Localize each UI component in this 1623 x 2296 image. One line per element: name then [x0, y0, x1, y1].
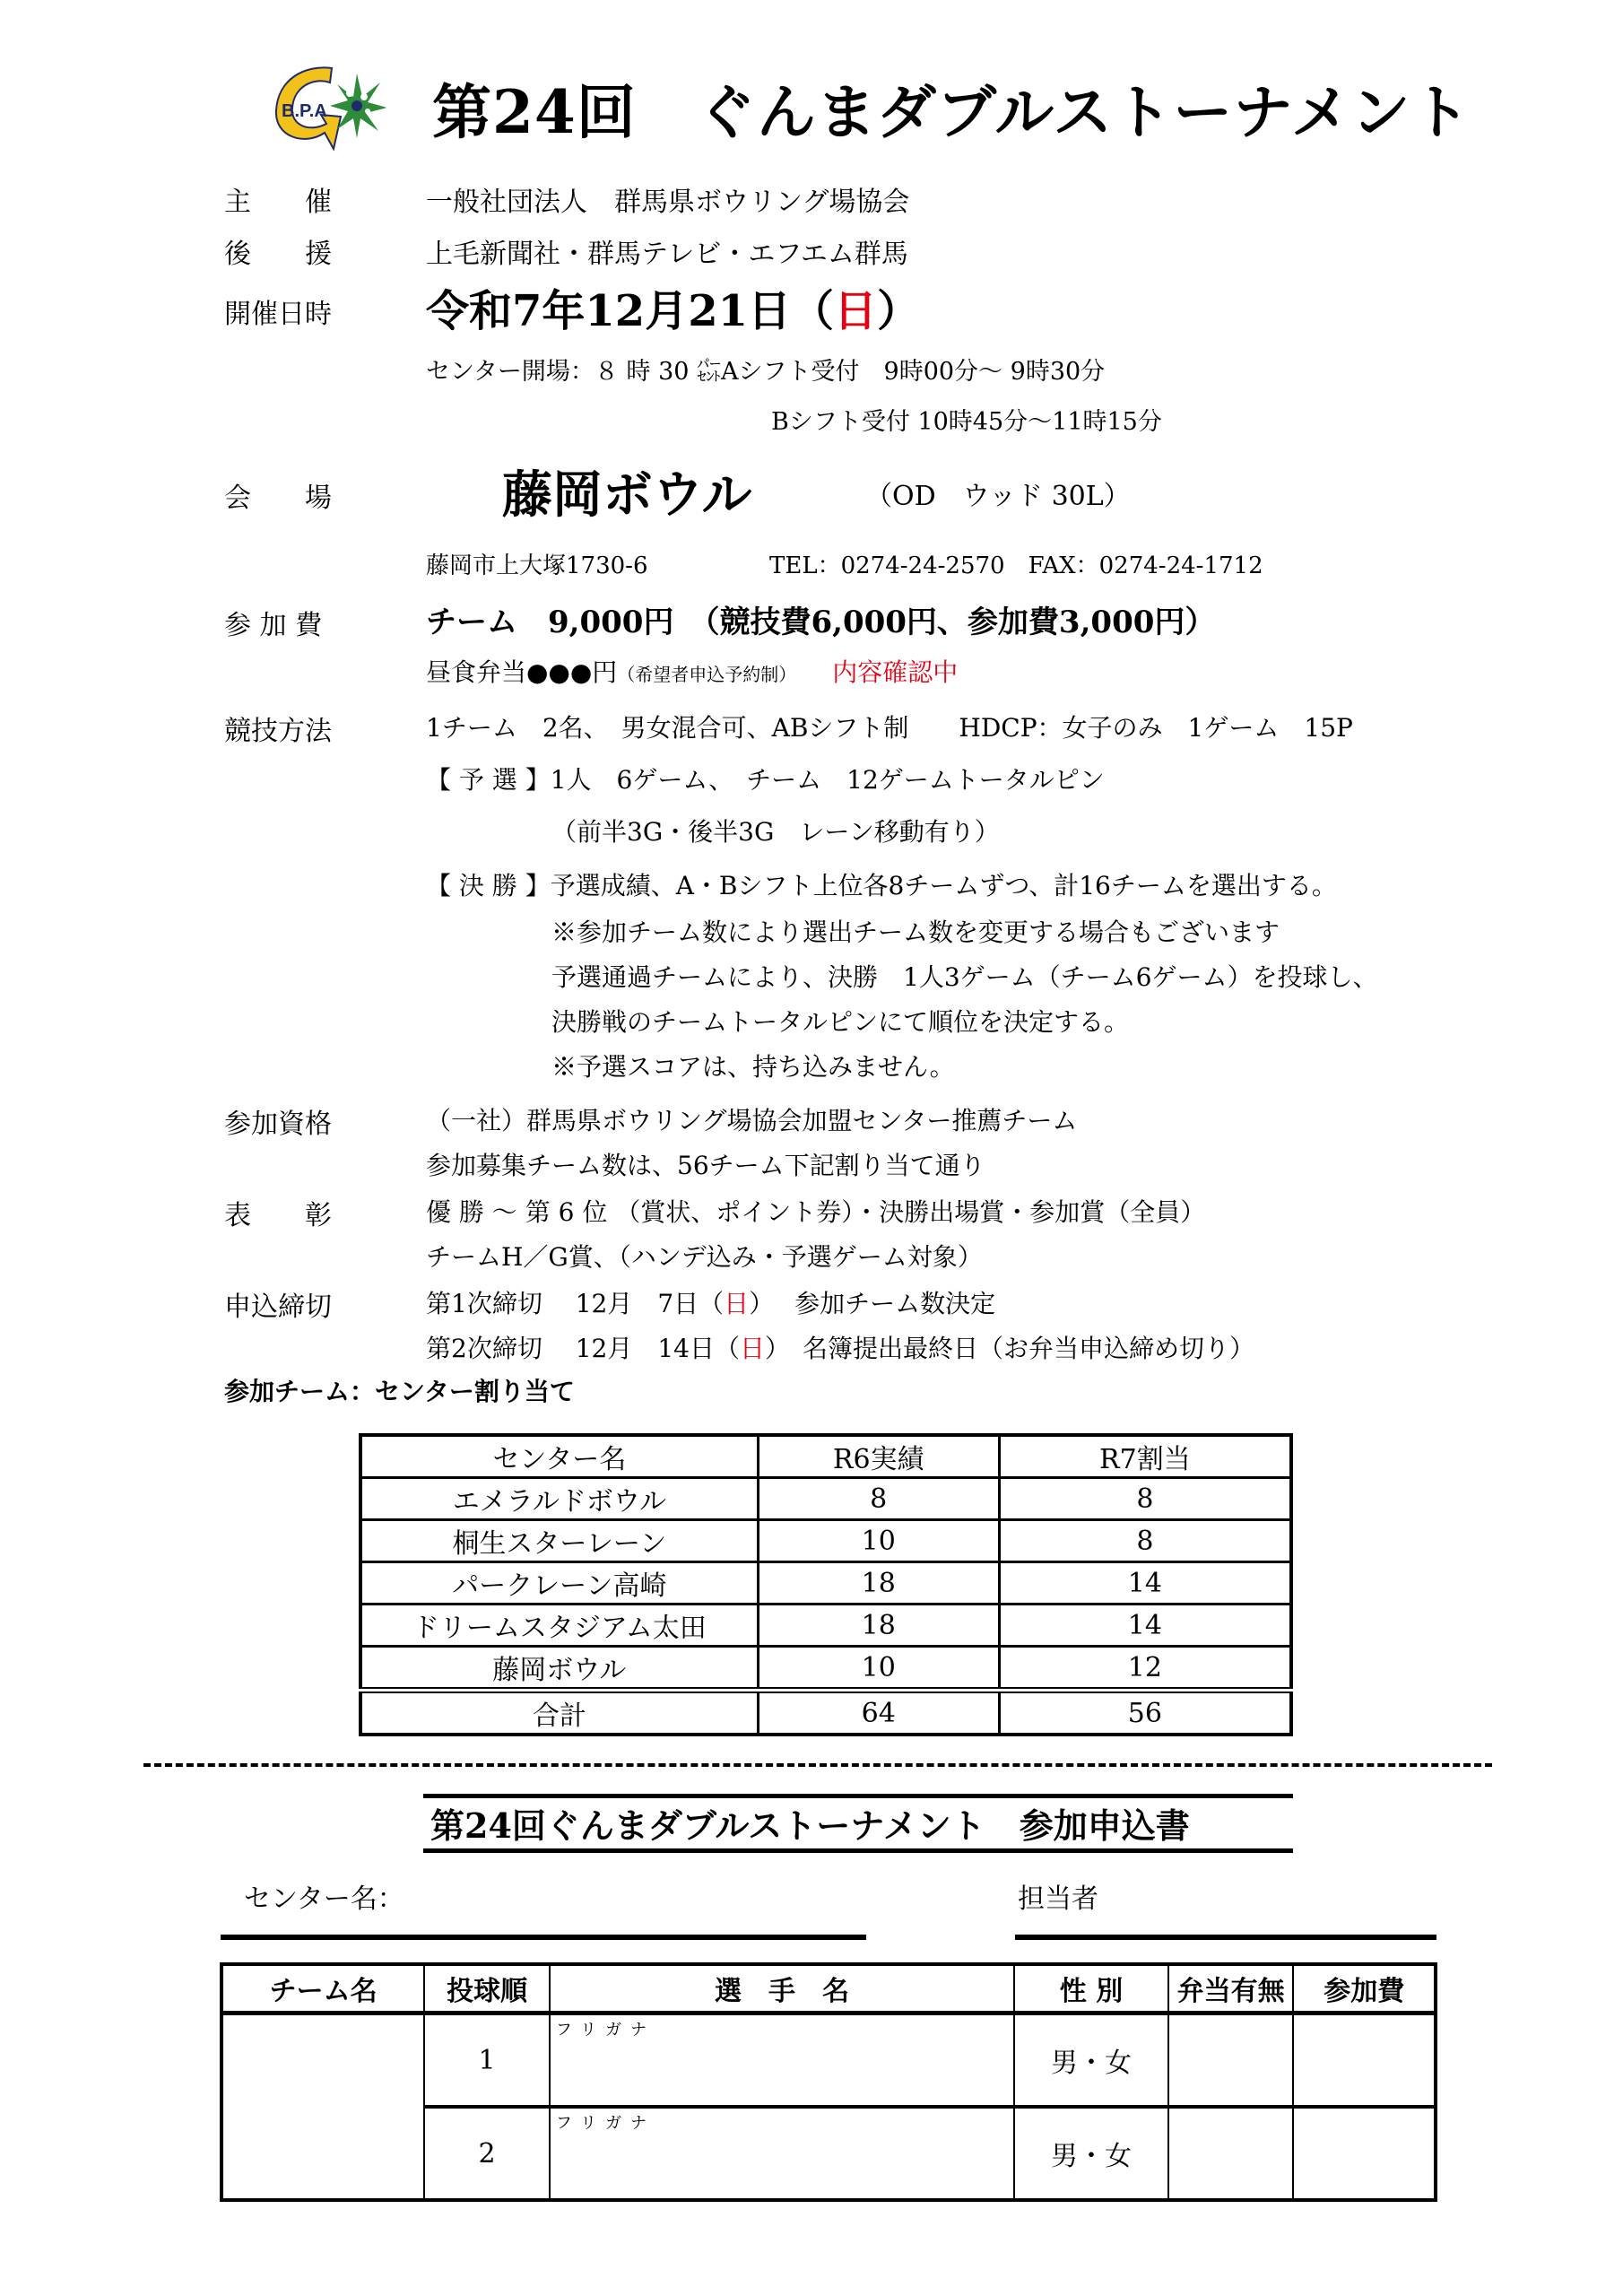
- date-label: 開催日時: [224, 299, 332, 330]
- date-main: 令和7年12月21日（: [426, 286, 834, 336]
- final-note-4: ※予選スコアは、持ち込みません。: [551, 1052, 955, 1082]
- table-header-row: [360, 1435, 1291, 1478]
- r7-value: 8: [999, 1478, 1291, 1520]
- table-row: [360, 1605, 1291, 1647]
- table-row: [360, 1520, 1291, 1562]
- header-r7: R7割当: [999, 1435, 1291, 1478]
- deadline-1-date: 第1次締切 12月 7日（: [426, 1289, 725, 1318]
- bpa-logo: [269, 61, 386, 151]
- final-value: 予選成績、A・Bシフト上位各8チームずつ、計16チームを選出する。: [550, 871, 1337, 900]
- prelim-note: （前半3G・後半3G レーン移動有り）: [551, 817, 1000, 847]
- venue-lanes: （OD ウッド 30L）: [865, 481, 1131, 512]
- final-note-3: 決勝戦のチームトータルピンにて順位を決定する。: [551, 1007, 1130, 1037]
- lunch-cell[interactable]: [1168, 2013, 1294, 2108]
- award-1: 優 勝 ～ 第 6 位 （賞状、ポイント券）・決勝出場賞・参加賞（全員）: [426, 1197, 1206, 1227]
- header-r6: R6実績: [758, 1435, 999, 1478]
- event-date: [426, 276, 920, 338]
- r7-value: 14: [999, 1562, 1291, 1605]
- prelim-line: [426, 761, 1105, 796]
- deadline-2-date: 第2次締切 12月 14日（: [426, 1334, 740, 1363]
- award-2: チームH／G賞、（ハンデ込み・予選ゲーム対象）: [426, 1242, 983, 1272]
- r7-value: 12: [999, 1647, 1291, 1691]
- center-name-field[interactable]: [221, 1935, 866, 1940]
- qualification-2: 参加募集チーム数は、56チーム下記割り当て通り: [426, 1151, 985, 1180]
- r7-value: 8: [999, 1520, 1291, 1562]
- header-bowling-order: 投球順: [424, 1964, 550, 2013]
- lunch-status: 内容確認中: [832, 657, 959, 687]
- table-row: [360, 1478, 1291, 1520]
- b-shift-time: Bシフト受付 10時45分～11時15分: [771, 408, 1162, 436]
- deadline-1-day: 日: [724, 1289, 750, 1318]
- r6-value: 10: [758, 1520, 999, 1562]
- r6-value: 8: [758, 1478, 999, 1520]
- order-cell: 1: [424, 2013, 550, 2108]
- lunch-price: 昼食弁当●●●円: [426, 657, 618, 687]
- deadline-1: [426, 1284, 995, 1320]
- header-player-name: 選 手 名: [550, 1964, 1014, 2013]
- furigana-label: フリガナ: [555, 2114, 655, 2133]
- venue-tel-fax: TEL：0274-24-2570 FAX：0274-24-1712: [769, 552, 1263, 579]
- page-title: 第24回 ぐんまダブルストーナメント: [432, 77, 1471, 147]
- order-cell: 2: [424, 2107, 550, 2200]
- header-gender: 性 別: [1014, 1964, 1168, 2013]
- fee-cell[interactable]: [1293, 2107, 1436, 2200]
- date-close: ）: [877, 286, 921, 336]
- gender-cell[interactable]: 男・女: [1014, 2013, 1168, 2108]
- center-name-label: センター名：: [244, 1883, 404, 1915]
- gender-cell[interactable]: 男・女: [1014, 2107, 1168, 2200]
- center-name: ドリームスタジアム太田: [360, 1605, 758, 1647]
- final-note-2: 予選通過チームにより、決勝 1人3ゲーム（チーム6ゲーム）を投球し、: [551, 962, 1378, 992]
- organizer-value: 一般社団法人 群馬県ボウリング場協会: [426, 187, 910, 218]
- lunch-note: （希望者申込予約制）: [617, 664, 797, 685]
- date-day: 日: [834, 286, 878, 336]
- prelim-value: 1人 6ゲーム、 チーム 12ゲームトータルピン: [550, 765, 1105, 795]
- total-r7: 56: [999, 1691, 1291, 1735]
- person-in-charge-field[interactable]: [1015, 1935, 1436, 1940]
- header-fee: 参加費: [1293, 1964, 1436, 2013]
- lunch-line: [426, 653, 958, 689]
- r6-value: 10: [758, 1647, 999, 1691]
- final-line: [426, 866, 1337, 902]
- person-in-charge-label: 担当者: [1018, 1883, 1098, 1915]
- entry-form-table: [220, 1962, 1437, 2202]
- support-value: 上毛新聞社・群馬テレビ・エフエム群馬: [426, 239, 908, 270]
- player-name-cell[interactable]: [550, 2013, 1014, 2108]
- support-label: 後 援: [224, 239, 332, 270]
- entry-header-row: [221, 1964, 1436, 2013]
- qualification-label: 参加資格: [224, 1109, 332, 1140]
- center-name: 藤岡ボウル: [360, 1647, 758, 1691]
- logo-text: B.P.A: [282, 101, 327, 121]
- header-lunch: 弁当有無: [1168, 1964, 1294, 2013]
- qualification-1: （一社）群馬県ボウリング場協会加盟センター推薦チーム: [426, 1106, 1078, 1135]
- form-title: 第24回ぐんまダブルストーナメント 参加申込書: [430, 1805, 1190, 1846]
- team-name-cell[interactable]: [221, 2013, 424, 2201]
- final-tag: 【 決 勝 】: [426, 871, 551, 900]
- deadline-2-day: 日: [739, 1334, 765, 1363]
- award-label: 表 彰: [224, 1200, 332, 1231]
- cut-line-divider: [143, 1763, 1492, 1767]
- table-total-row: [360, 1691, 1291, 1735]
- venue-name: 藤岡ボウル: [502, 465, 752, 525]
- entry-row: [221, 2013, 1436, 2108]
- deadline-label: 申込締切: [224, 1292, 332, 1323]
- venue-address: 藤岡市上大塚1730-6: [426, 552, 648, 579]
- table-row: [360, 1562, 1291, 1605]
- table-row: [360, 1647, 1291, 1691]
- r7-value: 14: [999, 1605, 1291, 1647]
- teams-allocation-label: 参加チーム：センター割り当て: [224, 1377, 575, 1406]
- center-name: エメラルドボウル: [360, 1478, 758, 1520]
- final-note-1: ※参加チーム数により選出チーム数を変更する場合もございます: [551, 918, 1280, 947]
- total-r6: 64: [758, 1691, 999, 1735]
- header-team-name: チーム名: [221, 1964, 424, 2013]
- center-name: 桐生スターレーン: [360, 1520, 758, 1562]
- fee-cell[interactable]: [1293, 2013, 1436, 2108]
- fee-value: チーム 9,000円 （競技費6,000円、参加費3,000円）: [426, 604, 1216, 640]
- deadline-1-note: ） 参加チーム数決定: [749, 1289, 996, 1318]
- organizer-label: 主 催: [224, 187, 332, 218]
- r6-value: 18: [758, 1605, 999, 1647]
- method-label: 競技方法: [224, 716, 332, 747]
- furigana-label: フリガナ: [555, 2021, 655, 2039]
- venue-label: 会 場: [224, 483, 332, 514]
- player-name-cell[interactable]: [550, 2107, 1014, 2200]
- r6-value: 18: [758, 1562, 999, 1605]
- prelim-tag: 【 予 選 】: [426, 765, 551, 795]
- header-center-name: センター名: [360, 1435, 758, 1478]
- fee-label: 参 加 費: [224, 610, 323, 641]
- deadline-2-note: ） 名簿提出最終日（お弁当申込締め切り）: [765, 1334, 1255, 1363]
- method-value: 1チーム 2名、 男女混合可、ABシフト制 HDCP：女子のみ 1ゲーム 15P: [426, 713, 1353, 743]
- open-time: センター開場：８ 時 30 ㌫Aシフト受付 9時00分～ 9時30分: [426, 358, 1106, 386]
- center-name: パークレーン高崎: [360, 1562, 758, 1605]
- deadline-2: [426, 1329, 1254, 1365]
- total-label: 合計: [360, 1691, 758, 1735]
- allocation-table: [359, 1433, 1293, 1736]
- lunch-cell[interactable]: [1168, 2107, 1294, 2200]
